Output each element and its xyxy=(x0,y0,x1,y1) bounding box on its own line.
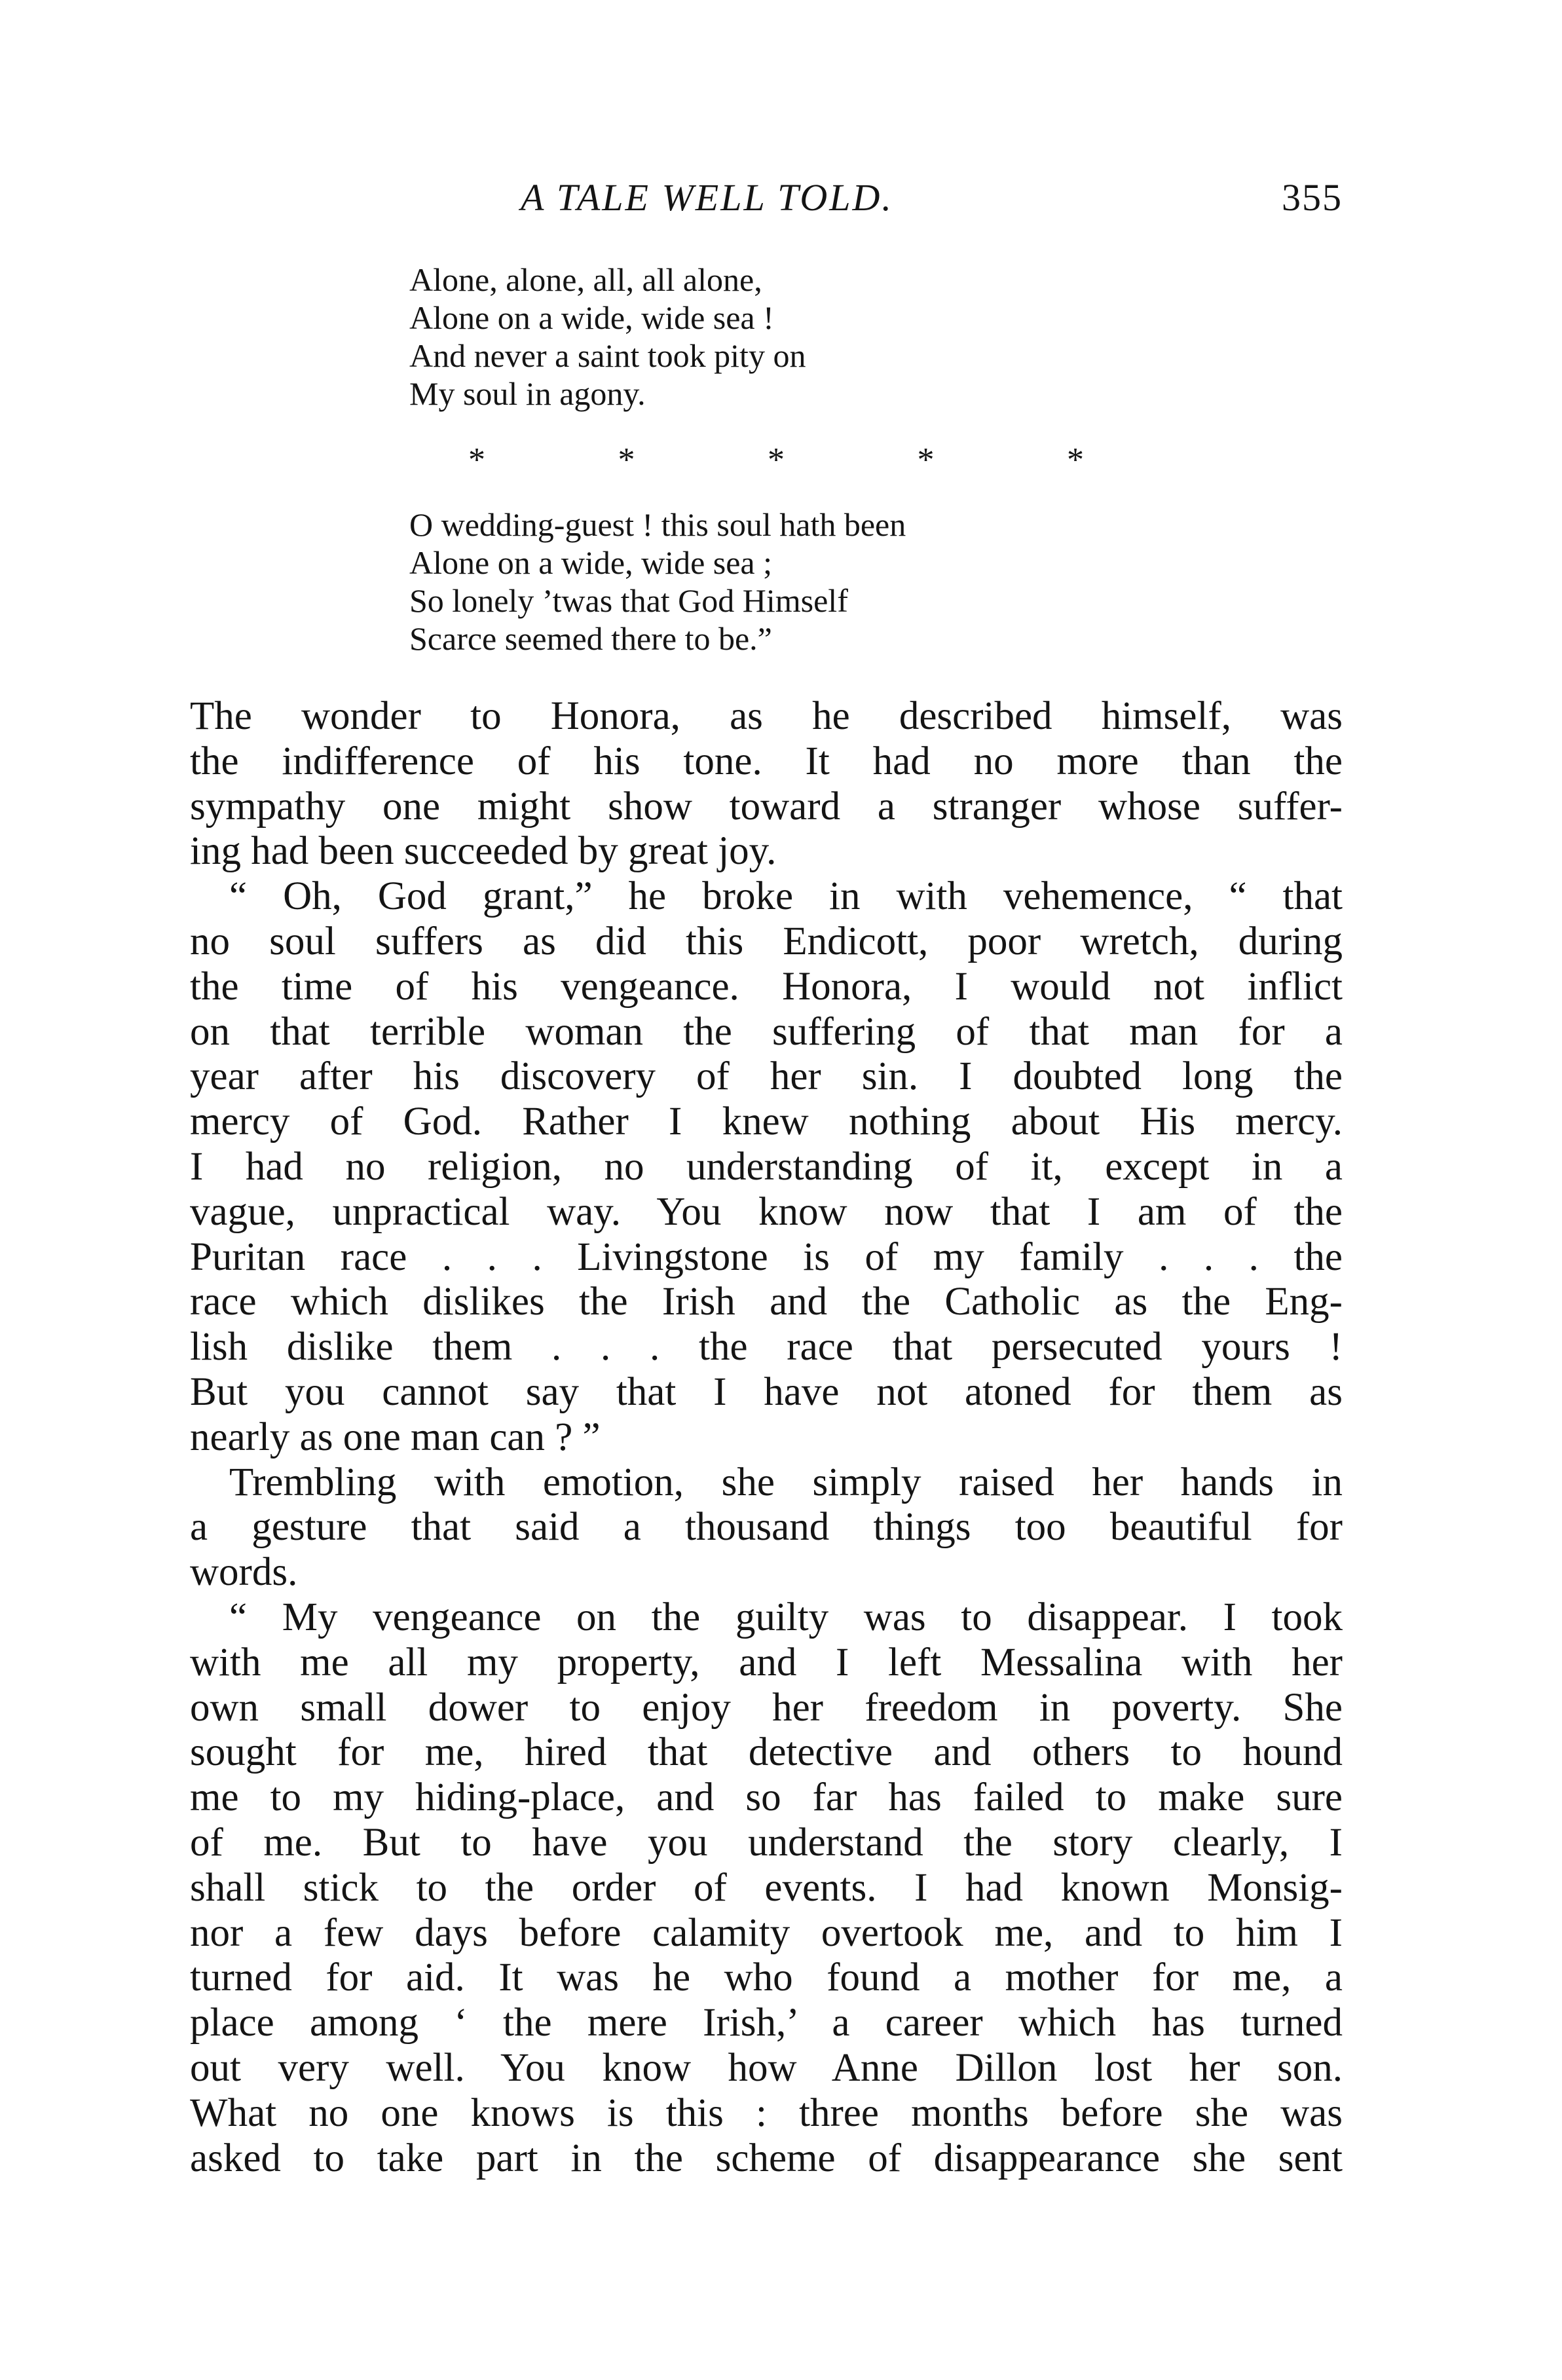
text-line: no soul suffers as did this Endicott, poor wretch, during xyxy=(190,919,1343,963)
verse-line: O wedding-guest ! this soul hath been xyxy=(409,506,906,543)
section-break-asterisms xyxy=(468,437,1084,483)
text-line: The wonder to Honora, as he described himself, was xyxy=(190,694,1343,738)
asterisk: * xyxy=(917,441,935,479)
verse-line: So lonely ’twas that God Himself xyxy=(409,582,848,619)
paragraph xyxy=(190,1460,1343,1595)
text-line: vague, unpractical way. You know now that I am of the xyxy=(190,1189,1343,1234)
paragraph xyxy=(190,874,1343,1460)
text-line: Puritan race . . . Livingstone is of my family . . . the xyxy=(190,1235,1343,1279)
verse-line: And never a saint took pity on xyxy=(409,337,806,374)
text-line: the indifference of his tone. It had no more than the xyxy=(190,739,1343,783)
verse-line: Scarce seemed there to be.” xyxy=(409,620,772,657)
verse-line: My soul in agony. xyxy=(409,375,646,412)
text-line: me to my hiding-place, and so far has failed to make sure xyxy=(190,1776,1343,1820)
text-line: “ Oh, God grant,” he broke in with vehemence, “ that xyxy=(229,874,1343,919)
asterisk: * xyxy=(468,441,485,479)
verse-line: Alone on a wide, wide sea ! xyxy=(409,299,774,336)
text-line: race which dislikes the Irish and the Catholic as the Eng- xyxy=(190,1280,1343,1324)
text-line: I had no religion, no understanding of it, except in a xyxy=(190,1144,1343,1189)
prose-body xyxy=(190,694,1343,2181)
verse-stanza-2 xyxy=(409,506,1261,658)
text-line: nearly as one man can ? ” xyxy=(190,1415,601,1459)
text-line: words. xyxy=(190,1550,298,1595)
text-line: ing had been succeeded by great joy. xyxy=(190,829,777,874)
text-line: Trembling with emotion, she simply raised her hands in xyxy=(229,1460,1343,1504)
text-line: on that terrible woman the suffering of that man for a xyxy=(190,1009,1343,1054)
page-number: 355 xyxy=(1282,176,1343,219)
text-line: sympathy one might show toward a stranger whose suffer- xyxy=(190,784,1343,828)
text-line: with me all my property, and I left Messalina with her xyxy=(190,1640,1343,1684)
text-line: the time of his vengeance. Honora, I would not inflict xyxy=(190,964,1343,1009)
text-line: a gesture that said a thousand things too beautiful for xyxy=(190,1505,1343,1550)
text-line: mercy of God. Rather I knew nothing about His mercy. xyxy=(190,1100,1343,1144)
verse-stanza-1 xyxy=(409,261,1261,413)
asterisk: * xyxy=(1067,441,1084,479)
text-line: place among ‘ the mere Irish,’ a career which has turned xyxy=(190,2001,1343,2045)
paragraph xyxy=(190,1595,1343,2181)
text-line: lish dislike them . . . the race that persecuted yours ! xyxy=(190,1325,1343,1369)
text-line: asked to take part in the scheme of disappearance she sent xyxy=(190,2136,1343,2180)
text-line: nor a few days before calamity overtook me, and to him I xyxy=(190,1910,1343,1955)
running-title: A TALE WELL TOLD. xyxy=(521,176,893,219)
text-line: year after his discovery of her sin. I doubted long the xyxy=(190,1054,1343,1099)
asterisk: * xyxy=(618,441,635,479)
text-line: own small dower to enjoy her freedom in poverty. She xyxy=(190,1685,1343,1730)
text-line: But you cannot say that I have not atoned for them as xyxy=(190,1369,1343,1414)
text-line: turned for aid. It was he who found a mother for me, a xyxy=(190,1956,1343,2000)
paragraph xyxy=(190,694,1343,874)
running-header xyxy=(190,172,1343,224)
text-line: sought for me, hired that detective and others to hound xyxy=(190,1730,1343,1775)
text-line: What no one knows is this : three months before she was xyxy=(190,2091,1343,2135)
asterisk: * xyxy=(768,441,785,479)
text-line: shall stick to the order of events. I had known Monsig- xyxy=(190,1865,1343,1910)
text-line: of me. But to have you understand the story clearly, I xyxy=(190,1820,1343,1865)
verse-line: Alone on a wide, wide sea ; xyxy=(409,544,773,581)
verse-line: Alone, alone, all, all alone, xyxy=(409,261,762,298)
text-line: out very well. You know how Anne Dillon lost her son. xyxy=(190,2045,1343,2090)
text-line: “ My vengeance on the guilty was to disappear. I took xyxy=(229,1595,1343,1639)
